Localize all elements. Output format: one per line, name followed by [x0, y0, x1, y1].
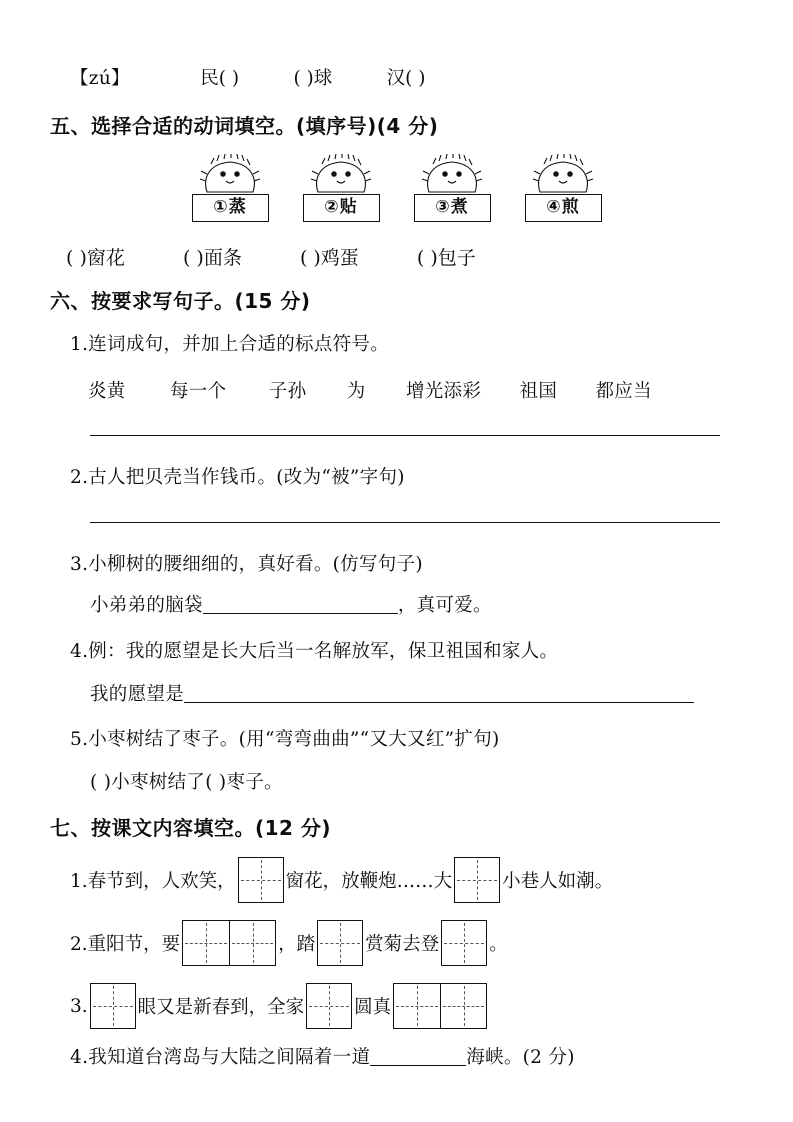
q7-1-text-c: 小巷人如潮。: [502, 871, 614, 892]
word-chip[interactable]: 都应当: [595, 381, 652, 402]
pinyin-fill-line: [0, 64, 793, 90]
hedgehog-icon: [192, 152, 269, 194]
verb-answer-3[interactable]: ( )鸡蛋: [299, 247, 359, 269]
stamp-label: ④煎: [525, 194, 602, 222]
grid-box[interactable]: [238, 857, 284, 903]
stamp-option[interactable]: [414, 152, 491, 222]
word-chip[interactable]: 炎黄: [88, 381, 126, 402]
word-chip[interactable]: 每一个: [169, 381, 227, 402]
hedgehog-icon: [525, 152, 602, 194]
q7-2-text-c: 赏菊去登: [365, 934, 440, 955]
section-6-heading: 六、按要求写句子。(15 分): [50, 289, 311, 313]
q7-1-line: [0, 857, 613, 903]
stamp-label: ③煮: [414, 194, 491, 222]
pinyin-item-1[interactable]: 民( ): [200, 68, 240, 89]
pinyin-item-3[interactable]: 汉( ): [386, 68, 426, 89]
q6-5-prompt: 5.小枣树结了枣子。(用“弯弯曲曲”“又大又红”扩句): [70, 729, 500, 750]
q6-3-answer-line: [0, 591, 492, 617]
q6-1-prompt: 1.连词成句，并加上合适的标点符号。: [70, 334, 390, 355]
section-7-heading: 七、按课文内容填空。(12 分): [50, 816, 332, 840]
q7-4-text-a: 4.我知道台湾岛与大陆之间隔着一道: [70, 1047, 371, 1068]
q7-2-text-b: ，踏: [278, 934, 316, 955]
pinyin-word: 【zú】: [70, 68, 130, 89]
q7-1-text-a: 1.春节到，人欢笑，: [70, 871, 236, 892]
q6-2-answer-rule[interactable]: [90, 522, 720, 523]
q7-3-text-c: 圆真: [354, 997, 392, 1018]
grid-box-pair[interactable]: [182, 920, 276, 966]
hedgehog-icon: [414, 152, 491, 194]
verb-stamp-options: [0, 152, 793, 222]
word-chip[interactable]: 为: [346, 381, 366, 402]
section-5-heading: 五、选择合适的动词填空。(填序号)(4 分): [50, 114, 439, 138]
q6-3-answer-suffix: ，真可爱。: [397, 595, 492, 616]
q6-5-answer-line[interactable]: ( )小枣树结了( )枣子。: [90, 772, 283, 793]
stamp-label: ②贴: [303, 194, 380, 222]
verb-answer-1[interactable]: ( )窗花: [66, 247, 125, 269]
stamp-option[interactable]: [192, 152, 269, 222]
q7-2-text-a: 2.重阳节，要: [70, 934, 181, 955]
grid-box[interactable]: [441, 920, 487, 966]
verb-answer-2[interactable]: ( )面条: [182, 247, 242, 269]
q7-3-text-b: 眼又是新春到，全家: [137, 997, 305, 1018]
q7-3-line: [0, 983, 489, 1029]
word-chip[interactable]: 子孙: [268, 381, 307, 402]
q6-4-blank[interactable]: [184, 702, 694, 703]
grid-box[interactable]: [306, 983, 352, 1029]
verb-answer-row: [0, 243, 793, 270]
q6-1-answer-rule[interactable]: [90, 435, 720, 436]
q6-4-answer-line: [0, 680, 694, 706]
q6-4-answer-prefix: 我的愿望是: [90, 684, 185, 705]
q6-2-prompt: 2.古人把贝壳当作钱币。(改为“被”字句): [70, 467, 405, 488]
top-partial-row: [0, 64, 793, 90]
q7-4-line: [0, 1043, 575, 1069]
pinyin-item-2[interactable]: ( )球: [293, 68, 333, 89]
q6-3-blank[interactable]: [203, 613, 398, 614]
stamp-option[interactable]: [303, 152, 380, 222]
q6-3-prompt: 3.小柳树的腰细细的，真好看。(仿写句子): [70, 554, 423, 575]
stamp-label: ①蒸: [192, 194, 269, 222]
grid-box[interactable]: [454, 857, 500, 903]
q7-2-line: [0, 920, 508, 966]
q7-4-text-b: 海峡。(2 分): [466, 1047, 575, 1068]
stamp-option[interactable]: [525, 152, 602, 222]
word-chip[interactable]: 增光添彩: [405, 381, 482, 402]
grid-box[interactable]: [317, 920, 363, 966]
q7-4-blank[interactable]: [370, 1065, 466, 1066]
q6-1-words: [88, 377, 652, 403]
q6-3-answer-prefix: 小弟弟的脑袋: [90, 595, 203, 616]
grid-box-pair[interactable]: [393, 983, 487, 1029]
q6-4-prompt: 4.例：我的愿望是长大后当一名解放军，保卫祖国和家人。: [70, 641, 559, 662]
q7-1-text-b: 窗花，放鞭炮……大: [285, 871, 453, 892]
verb-answer-4[interactable]: ( )包子: [416, 247, 476, 269]
hedgehog-icon: [303, 152, 380, 194]
q7-3-text-a: 3.: [70, 995, 88, 1017]
word-chip[interactable]: 祖国: [519, 381, 558, 402]
grid-box[interactable]: [90, 983, 136, 1029]
q7-2-text-d: 。: [489, 934, 508, 955]
